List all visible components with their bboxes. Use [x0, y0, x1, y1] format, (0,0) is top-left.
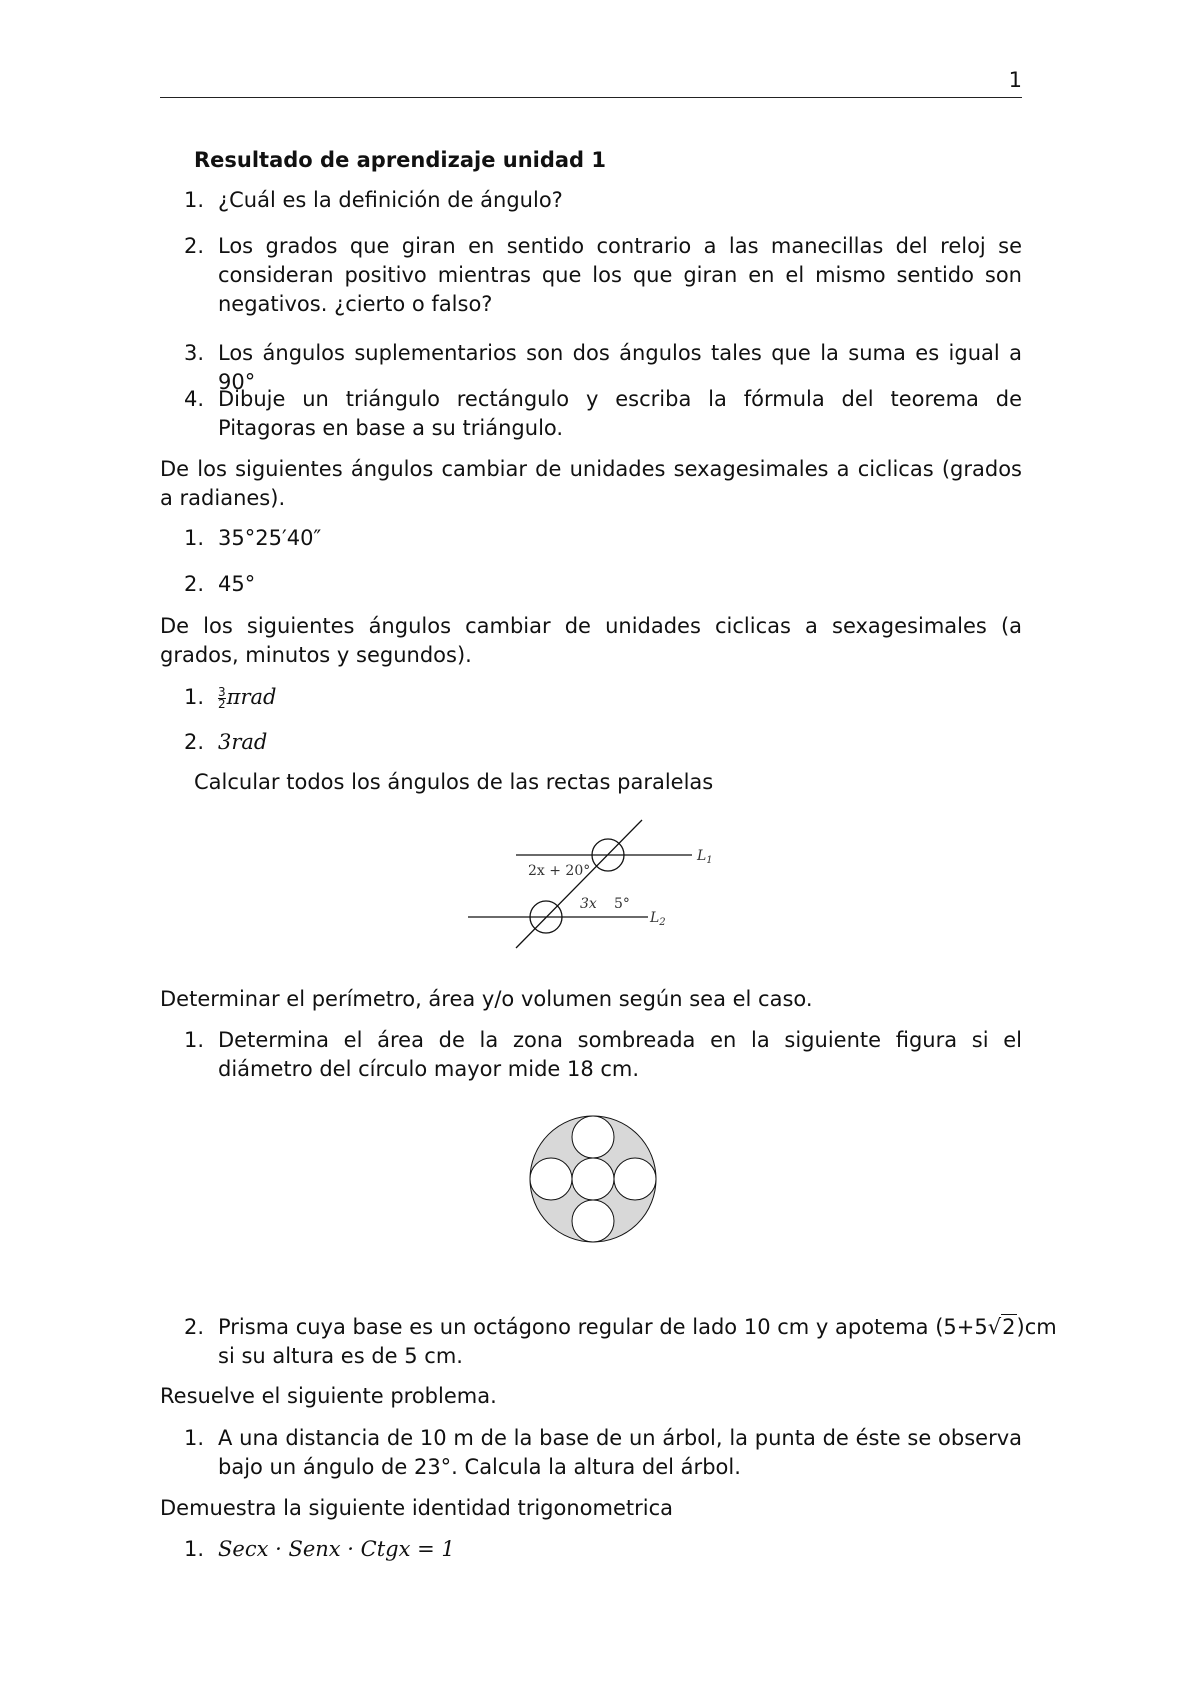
- question-4: Dibuje un triángulo rectángulo y escriba la fórmula del teorema de Pitagoras en base a su triángulo.: [218, 387, 1022, 440]
- item-number: 2.: [183, 572, 204, 596]
- item-number: 2.: [183, 1315, 204, 1339]
- sqrt-argument: 2: [1002, 1315, 1016, 1339]
- geometry-item-2-line2: si su altura es de 5 cm.: [218, 1344, 463, 1368]
- label-l2-letter: L: [650, 910, 660, 926]
- fraction-denominator: 2: [218, 696, 226, 711]
- label-l2-subscript: 2: [659, 917, 666, 928]
- geometry-item-2-line1: [218, 1313, 1057, 1342]
- item-number: 4.: [183, 387, 204, 411]
- geometry-item-1: Determina el área de la zona sombreada en la siguiente figura si el diámetro del círculo mayor mide 18 cm.: [218, 1028, 1022, 1081]
- sexa-item-1: 35°25′40″: [218, 526, 322, 550]
- intro-identity: Demuestra la siguiente identidad trigonometrica: [160, 1496, 674, 1520]
- page-number: 1: [1008, 68, 1022, 92]
- item-number: 3.: [183, 341, 204, 365]
- item-number: 1.: [183, 526, 204, 550]
- intro-problem: Resuelve el siguiente problema.: [160, 1384, 497, 1408]
- inner-circle-right: [614, 1158, 656, 1200]
- item-number: 1.: [183, 1426, 204, 1450]
- item-number: 2.: [183, 234, 204, 258]
- sexa-item-2: 45°: [218, 572, 256, 596]
- section-title: Resultado de aprendizaje unidad 1: [194, 148, 607, 172]
- question-3: Los ángulos suplementarios son dos ángulos tales que la suma es igual a 90°: [218, 341, 1022, 394]
- item-number: 2.: [183, 730, 204, 754]
- item-number: 1.: [183, 685, 204, 709]
- label-l1-letter: L: [697, 848, 707, 864]
- label-5-deg: 5°: [614, 896, 630, 912]
- identity-item: Secx · Senx · Ctgx = 1: [218, 1537, 455, 1561]
- intro-sexagesimal: De los siguientes ángulos cambiar de unidades sexagesimales a ciclicas (grados a radianes).: [160, 457, 1022, 510]
- item-number: 1.: [183, 1537, 204, 1561]
- label-l1-subscript: 1: [706, 855, 713, 866]
- sqrt-symbol: √: [987, 1315, 1002, 1339]
- question-1: ¿Cuál es la definición de ángulo?: [218, 188, 563, 212]
- fraction-numerator: 3: [218, 684, 226, 699]
- intro-ciclicas: De los siguientes ángulos cambiar de unidades ciclicas a sexagesimales (a grados, minutos y segundos).: [160, 614, 1022, 667]
- item-number: 1.: [183, 1028, 204, 1052]
- inner-circle-center: [572, 1158, 614, 1200]
- question-2: Los grados que giran en sentido contrario a las manecillas del reloj se consideran positivo mientras que los que giran en el mismo sentido son negativos. ¿cierto o falso?: [218, 234, 1022, 316]
- problem-item: A una distancia de 10 m de la base de un árbol, la punta de éste se observa bajo un ángulo de 23°. Calcula la altura del árbol.: [218, 1426, 1022, 1479]
- inner-circle-top: [572, 1116, 614, 1158]
- inner-circle-left: [530, 1158, 572, 1200]
- cicl-item-2: 3rad: [218, 730, 268, 754]
- item-number: 1.: [183, 188, 204, 212]
- cicl-item-1-unit: πrad: [226, 685, 277, 709]
- prism-text-b: )cm: [1016, 1315, 1057, 1339]
- sqrt-radicand: [1001, 1313, 1016, 1342]
- parallel-title: Calcular todos los ángulos de las rectas paralelas: [194, 770, 714, 794]
- label-2x-plus-20: 2x + 20°: [528, 863, 591, 879]
- intro-geometry: Determinar el perímetro, área y/o volumen según sea el caso.: [160, 987, 813, 1011]
- prism-text-a: Prisma cuya base es un octágono regular de lado 10 cm y apotema (5+5: [218, 1315, 988, 1339]
- inner-circle-bottom: [572, 1200, 614, 1242]
- label-3x: 3x: [580, 896, 597, 912]
